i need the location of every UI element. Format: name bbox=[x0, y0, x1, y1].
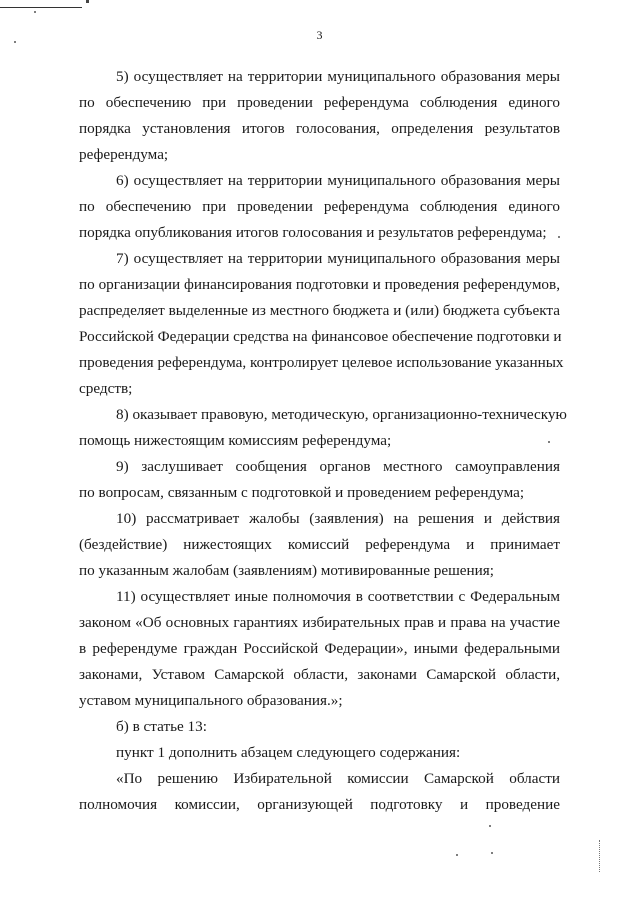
scan-speck bbox=[491, 852, 493, 854]
text-line: законом «Об основных гарантиях избирательных прав и права на участие bbox=[79, 614, 560, 631]
text-line: (бездействие) нижестоящих комиссий референдума и принимает bbox=[79, 536, 560, 553]
text-line: 11) осуществляет иные полномочия в соответствии с Федеральным bbox=[116, 588, 560, 605]
text-line: порядка установления итогов голосования, определения результатов bbox=[79, 120, 560, 137]
text-line: проведения референдума, контролирует целевое использование указанных bbox=[79, 354, 564, 371]
text-line: 5) осуществляет на территории муниципального образования меры bbox=[116, 68, 560, 85]
text-line: 7) осуществляет на территории муниципального образования меры bbox=[116, 250, 560, 267]
text-line: 8) оказывает правовую, методическую, организационно-техническую bbox=[116, 406, 567, 423]
text-line: полномочия комиссии, организующей подготовку и проведение bbox=[79, 796, 560, 813]
text-line: уставом муниципального образования.»; bbox=[79, 692, 343, 709]
text-line: по организации финансирования подготовки и проведения референдумов, bbox=[79, 276, 560, 293]
text-line: по обеспечению при проведении референдума соблюдения единого bbox=[79, 198, 560, 215]
text-line: распределяет выделенные из местного бюджета и (или) бюджета субъекта bbox=[79, 302, 560, 319]
text-line: средств; bbox=[79, 380, 133, 397]
text-line: 6) осуществляет на территории муниципального образования меры bbox=[116, 172, 560, 189]
text-line: б) в статье 13: bbox=[116, 718, 207, 735]
scan-artifact-mark bbox=[86, 0, 89, 3]
text-line: Российской Федерации средства на финансовое обеспечение подготовки и bbox=[79, 328, 562, 345]
page-number: 3 bbox=[316, 28, 323, 42]
text-line: 9) заслушивает сообщения органов местного самоуправления bbox=[116, 458, 560, 475]
text-line: в референдуме граждан Российской Федерации», иными федеральными bbox=[79, 640, 560, 657]
text-line: порядка опубликования итогов голосования и результатов референдума; bbox=[79, 224, 547, 241]
text-line: пункт 1 дополнить абзацем следующего содержания: bbox=[116, 744, 461, 761]
text-line: помощь нижестоящим комиссиям референдума; bbox=[79, 432, 392, 449]
text-line: по вопросам, связанным с подготовкой и проведением референдума; bbox=[79, 484, 525, 501]
text-line: референдума; bbox=[79, 146, 169, 163]
text-line: «По решению Избирательной комиссии Самарской области bbox=[116, 770, 560, 787]
scan-artifact-line bbox=[0, 7, 82, 8]
scan-edge-marks bbox=[599, 840, 601, 872]
text-line: по обеспечению при проведении референдума соблюдения единого bbox=[79, 94, 560, 111]
text-line: 10) рассматривает жалобы (заявления) на решения и действия bbox=[116, 510, 560, 527]
scan-speck bbox=[489, 825, 491, 827]
text-line: законами, Уставом Самарской области, законами Самарской области, bbox=[79, 666, 560, 683]
text-line: по указанным жалобам (заявлениям) мотивированные решения; bbox=[79, 562, 495, 579]
scan-speck bbox=[34, 11, 36, 13]
scan-speck bbox=[456, 854, 458, 856]
